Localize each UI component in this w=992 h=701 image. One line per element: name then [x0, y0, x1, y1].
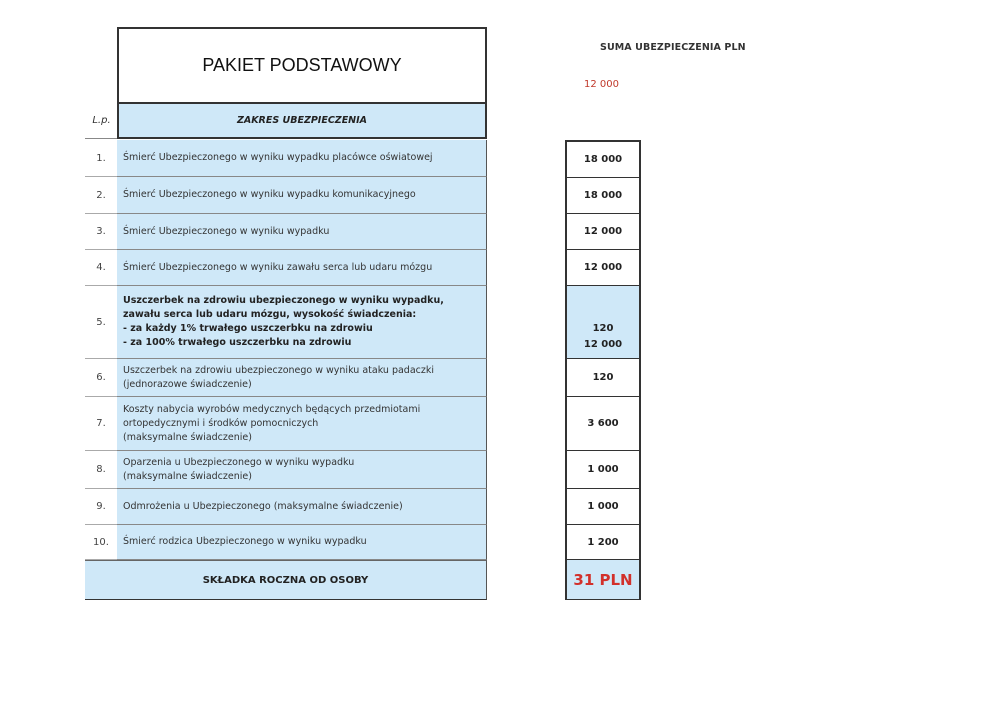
sum-insured-label: SUMA UBEZPIECZENIA PLN — [600, 42, 746, 53]
row-lp: 5. — [85, 286, 118, 359]
row-value: 3 600 — [565, 397, 641, 451]
row-description: Śmierć Ubezpieczonego w wyniku wypadku komunikacyjnego — [117, 177, 487, 214]
annual-premium-value: 31 PLN — [565, 560, 641, 600]
row-lp: 1. — [85, 140, 118, 177]
row-description: Śmierć Ubezpieczonego w wyniku zawału serca lub udaru mózgu — [117, 250, 487, 286]
row-lp: 8. — [85, 451, 118, 489]
package-title: PAKIET PODSTAWOWY — [117, 27, 487, 102]
row-description: Odmrożenia u Ubezpieczonego (maksymalne świadczenie) — [117, 489, 487, 525]
row-value-per-percent: 120 — [592, 323, 614, 334]
row-description: Śmierć Ubezpieczonego w wyniku wypadku placówce oświatowej — [117, 140, 487, 177]
annual-premium-label: SKŁADKA ROCZNA OD OSOBY — [85, 560, 487, 600]
row-description: Uszczerbek na zdrowiu ubezpieczonego w wyniku ataku padaczki (jednorazowe świadczenie) — [117, 359, 487, 397]
row-value: 12 000 — [565, 214, 641, 250]
row-value: 1 200 — [565, 525, 641, 560]
scope-column-header: ZAKRES UBEZPIECZENIA — [117, 102, 487, 139]
row-lp: 6. — [85, 359, 118, 397]
row-value: 18 000 — [565, 178, 641, 214]
row-lp: 10. — [85, 525, 118, 560]
lp-column-header: L.p. — [85, 102, 118, 139]
row-value: 18 000 — [565, 140, 641, 178]
row-value: 12 000 — [565, 250, 641, 286]
row-value: 120 — [565, 359, 641, 397]
row-value-full: 12 000 — [583, 339, 623, 350]
row-value: 1 000 — [565, 489, 641, 525]
row-lp: 9. — [85, 489, 118, 525]
row-lp: 4. — [85, 250, 118, 286]
row-description: Śmierć rodzica Ubezpieczonego w wyniku wypadku — [117, 525, 487, 560]
sum-insured-value: 12 000 — [584, 79, 619, 90]
row-value: 1 000 — [565, 451, 641, 489]
row-lp: 7. — [85, 397, 118, 451]
row-description: Koszty nabycia wyrobów medycznych będących przedmiotami ortopedycznymi i środków pomocniczych (maksymalne świadczenie) — [117, 397, 487, 451]
row-value — [565, 286, 641, 359]
row-lp: 3. — [85, 214, 118, 250]
row-lp: 2. — [85, 177, 118, 214]
row-description: Uszczerbek na zdrowiu ubezpieczonego w wyniku wypadku, zawału serca lub udaru mózgu, wysokość świadczenia: - za każdy 1% trwałego uszczerbku na zdrowiu - za 100% trwałego uszczerbku na zdrowiu — [117, 286, 487, 359]
row-description: Śmierć Ubezpieczonego w wyniku wypadku — [117, 214, 487, 250]
row-description: Oparzenia u Ubezpieczonego w wyniku wypadku (maksymalne świadczenie) — [117, 451, 487, 489]
